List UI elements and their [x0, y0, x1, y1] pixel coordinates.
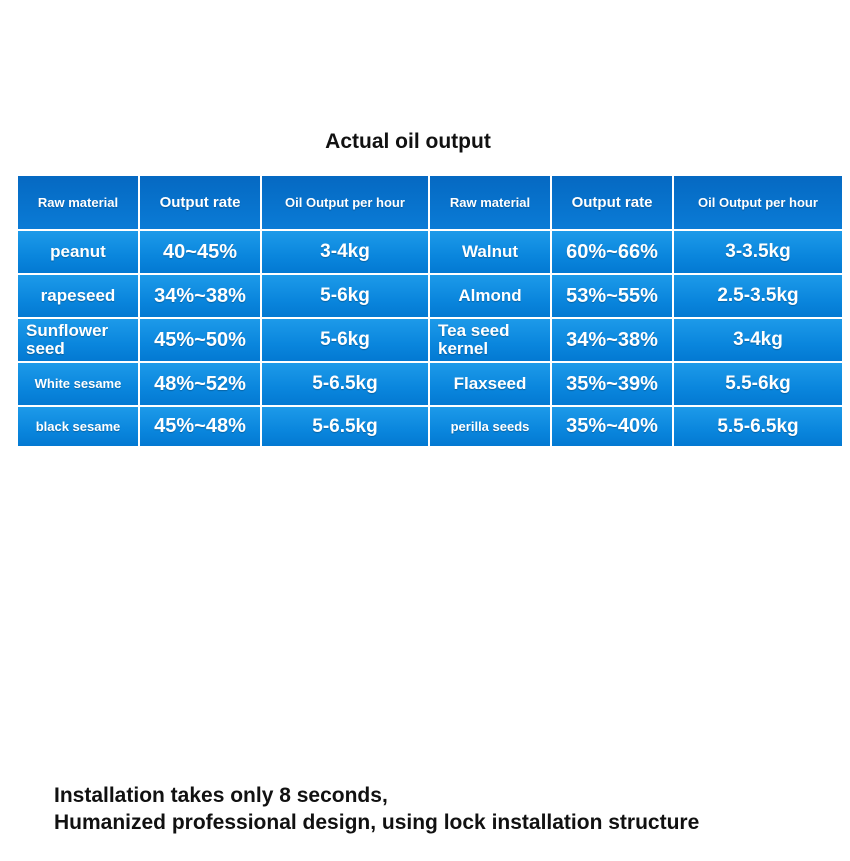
table-cell-rate: 45%~48% — [140, 407, 262, 448]
table-cell-material: Almond — [430, 275, 552, 319]
table-cell-material: Tea seed kernel — [430, 319, 552, 363]
table-cell-output: 3-4kg — [674, 319, 844, 363]
table-cell-output: 5-6kg — [262, 275, 430, 319]
table-header-cell: Output rate — [552, 176, 674, 231]
table-cell-material: Walnut — [430, 231, 552, 275]
table-cell-material: Sunflower seed — [18, 319, 140, 363]
table-cell-material: perilla seeds — [430, 407, 552, 448]
table-cell-rate: 53%~55% — [552, 275, 674, 319]
table-cell-output: 5-6.5kg — [262, 363, 430, 407]
table-cell-material: White sesame — [18, 363, 140, 407]
footer-line-installation: Installation takes only 8 seconds, — [54, 784, 388, 807]
footer-text — [54, 782, 699, 836]
table-cell-rate: 35%~39% — [552, 363, 674, 407]
page-title: Actual oil output — [325, 130, 491, 153]
table-cell-rate: 34%~38% — [140, 275, 262, 319]
table-header-cell: Output rate — [140, 176, 262, 231]
table-cell-rate: 34%~38% — [552, 319, 674, 363]
table-cell-output: 3-3.5kg — [674, 231, 844, 275]
table-cell-output: 5-6kg — [262, 319, 430, 363]
table-cell-output: 5-6.5kg — [262, 407, 430, 448]
table-cell-rate: 45%~50% — [140, 319, 262, 363]
oil-output-table — [18, 176, 844, 448]
table-header-cell: Raw material — [430, 176, 552, 231]
table-cell-output: 5.5-6kg — [674, 363, 844, 407]
table-cell-output: 2.5-3.5kg — [674, 275, 844, 319]
table-cell-rate: 35%~40% — [552, 407, 674, 448]
table-cell-material: black sesame — [18, 407, 140, 448]
table-header-cell: Oil Output per hour — [262, 176, 430, 231]
footer-line-design: Humanized professional design, using lock installation structure — [54, 811, 700, 834]
table-cell-output: 3-4kg — [262, 231, 430, 275]
table-cell-material: Flaxseed — [430, 363, 552, 407]
table-cell-output: 5.5-6.5kg — [674, 407, 844, 448]
table-header-cell: Raw material — [18, 176, 140, 231]
table-cell-rate: 40~45% — [140, 231, 262, 275]
table-header-cell: Oil Output per hour — [674, 176, 844, 231]
table-cell-rate: 48%~52% — [140, 363, 262, 407]
table-cell-material: peanut — [18, 231, 140, 275]
table-cell-material: rapeseed — [18, 275, 140, 319]
table-cell-rate: 60%~66% — [552, 231, 674, 275]
